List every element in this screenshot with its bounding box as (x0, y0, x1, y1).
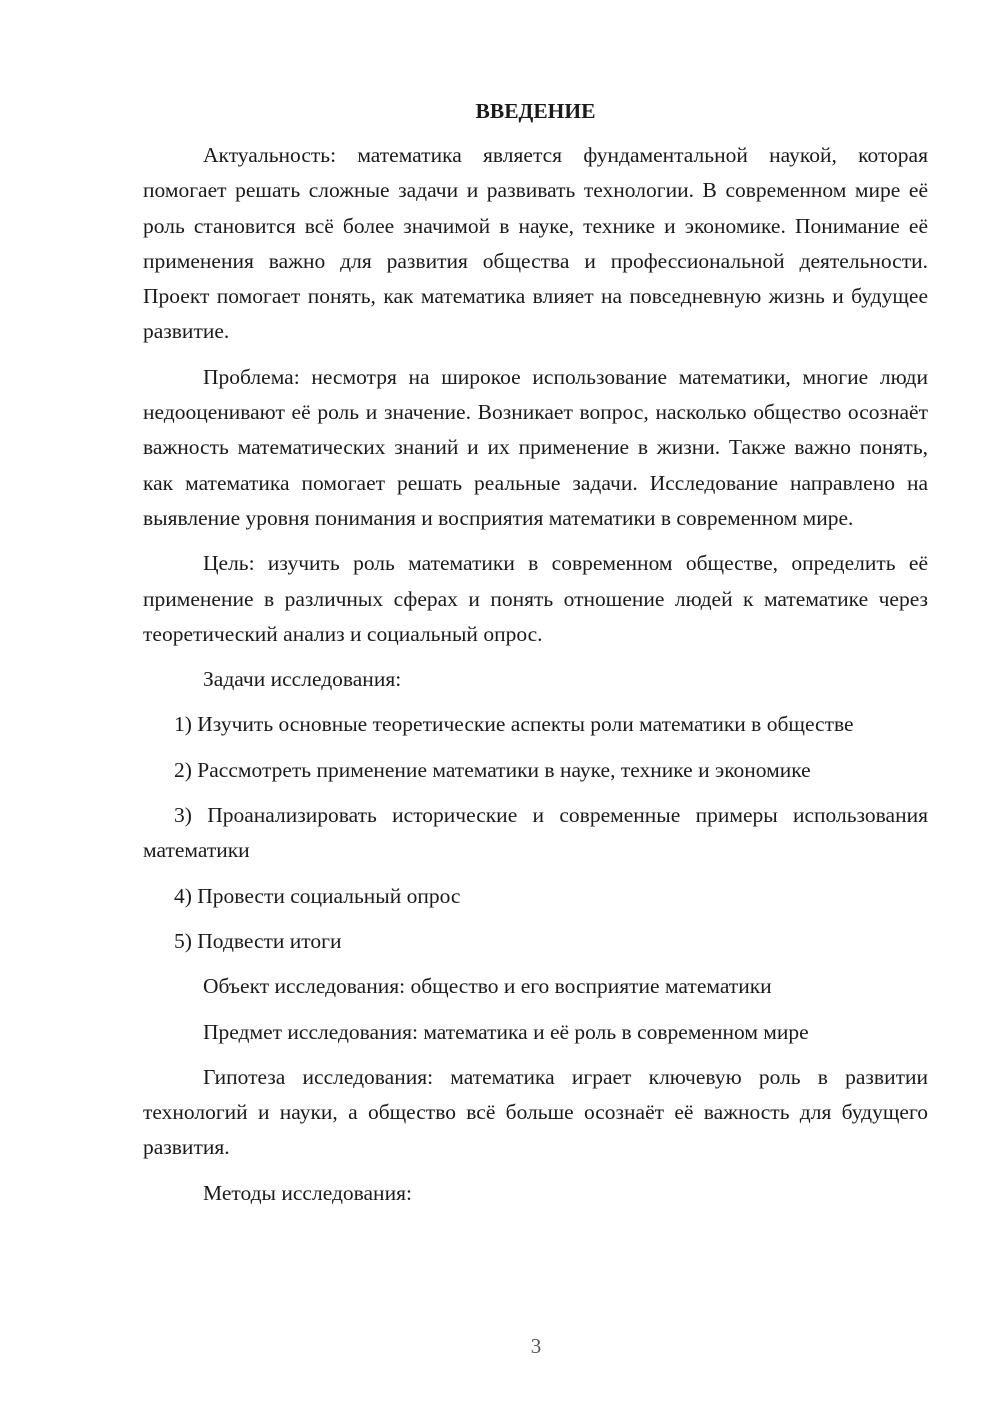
goal-paragraph: Цель: изучить роль математики в современном обществе, определить её применение в различных сферах и понять отношение людей к математике через теоретический анализ и социальный опрос. (143, 551, 928, 646)
tasks-heading: Задачи исследования: (203, 667, 402, 692)
research-methods-heading: Методы исследования: (203, 1180, 412, 1205)
research-hypothesis: Гипотеза исследования: математика играет ключевую роль в развитии технологий и науки, а общество всё больше осознаёт её важность для будущего развития. (143, 1064, 928, 1160)
section-title: ВВЕДЕНИЕ (475, 99, 596, 123)
problem-paragraph: Проблема: несмотря на широкое использование математики, многие люди недооценивают её роль и значение. Возникает вопрос, насколько общество осознаёт важность математических знаний и их применение в жизни. Также важно понять, как математика помогает решать реальные задачи. Исследование направлено на выявление уровня понимания и восприятия математики в современном мире. (143, 364, 928, 530)
task-item: 4) Провести социальный опрос (174, 883, 461, 908)
page-number: 3 (530, 1334, 542, 1358)
document-page (143, 96, 928, 1221)
task-item: 2) Рассмотреть применение математики в науке, технике и экономике (174, 757, 811, 782)
task-item: 1) Изучить основные теоретические аспекты роли математики в обществе (174, 712, 854, 737)
research-object: Объект исследования: общество и его восприятие математики (203, 974, 772, 999)
relevance-paragraph: Актуальность: математика является фундаментальной наукой, которая помогает решать сложные задачи и развивать технологии. В современном мире её роль становится всё более значимой в науке, технике и экономике. Понимание её применения важно для развития общества и профессиональной деятельности. Проект помогает понять, как математика влияет на повседневную жизнь и будущее развитие. (143, 143, 928, 344)
task-item: 5) Подвести итоги (174, 928, 342, 953)
research-subject: Предмет исследования: математика и её роль в современном мире (203, 1019, 809, 1044)
task-item: 3) Проанализировать исторические и современные примеры использования математики (143, 803, 928, 863)
